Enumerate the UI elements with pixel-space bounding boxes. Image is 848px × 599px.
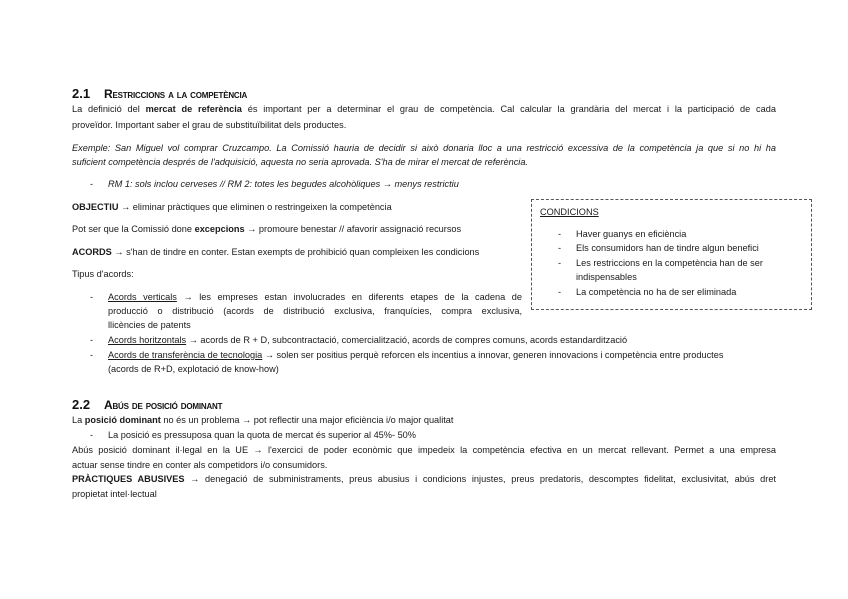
- bullet-dash: -: [90, 335, 94, 345]
- bullet-dash: -: [90, 430, 94, 440]
- transferencia-line-1: [108, 348, 723, 363]
- verticals-line-1: [108, 290, 522, 305]
- bullet-dash: -: [558, 229, 562, 239]
- paragraph-market-line-1: [72, 102, 776, 117]
- text: → solen ser positius perquè reforcen els incentius a innovar, generen innovacions i competència entre productes: [262, 350, 724, 360]
- condicio-item: Les restriccions en la competència han de ser: [576, 258, 763, 268]
- text: → les empreses estan involucrades en diferents etapes de la cadena de: [176, 292, 522, 302]
- transferencia-line-2: (acords de R+D, explotació de know-how): [108, 364, 279, 374]
- rm-line: RM 1: sols inclou cerveses // RM 2: totes les begudes alcohòliques → menys restrictiu: [108, 179, 459, 189]
- horitzontals-line: [108, 333, 627, 348]
- condicio-item-continued: indispensables: [576, 272, 637, 282]
- text: Pot ser que la Comissió done: [72, 224, 195, 234]
- text: La definició del: [72, 104, 146, 114]
- practiques-line-1: [72, 472, 776, 487]
- text: → s'han de tindre en conter. Estan exempts de prohibició quan compleixen les condicions: [111, 247, 480, 257]
- abus-line-2: actuar sense tindre en conter als competidors i/o consumidors.: [72, 460, 328, 470]
- bullet-dash: -: [558, 243, 562, 253]
- bold-text: OBJECTIU: [72, 202, 119, 212]
- text: → eliminar pràctiques que eliminen o restringeixen la competència: [118, 202, 392, 212]
- bullet-dash: -: [90, 292, 94, 302]
- underlined-term: CONDICIONS: [540, 207, 599, 217]
- tipus-line: Tipus d'acords:: [72, 269, 134, 279]
- abus-line-1: Abús posició dominant il·legal en la UE → l'exercici de poder econòmic que impedeix la competència efectiva en un mercat rellevant. Permet a una empresa: [72, 445, 776, 455]
- bold-text: posició dominant: [84, 415, 161, 425]
- bold-text: ACORDS: [72, 247, 112, 257]
- condicio-item: La competència no ha de ser eliminada: [576, 287, 737, 297]
- example-line-2: suficient competència després de l'adquisició, aquesta no seria aprovada. S'ha de mirar el mercat de referència.: [72, 157, 528, 167]
- excepcions-line: [72, 222, 461, 237]
- text: → denegació de subministraments, preus abusius i condicions injustes, preus predatoris, descomptes fidelitat, exclusivitat, abús dret: [184, 474, 776, 484]
- bold-text: excepcions: [194, 224, 245, 234]
- verticals-line-3: llicències de patents: [108, 320, 191, 330]
- bullet-dash: -: [90, 179, 94, 189]
- underlined-term: Acords de transferència de tecnologia: [108, 350, 263, 360]
- quota-line: La posició es pressuposa quan la quota de mercat és superior al 45%- 50%: [108, 430, 416, 440]
- bold-text: PRÀCTIQUES ABUSIVES: [72, 474, 185, 484]
- practiques-line-2: propietat intel·lectual: [72, 489, 157, 499]
- verticals-line-2: producció o distribució (acords de distribució exclusiva, franquícies, compra exclusiva,: [108, 306, 522, 316]
- example-line-1: Exemple: San Miguel vol comprar Cruzcampo. La Comissió hauria de decidir si això donaria lloc a una restricció excessiva de la competència ja que si no hi ha: [72, 143, 776, 153]
- text: no és un problema → pot reflectir una major eficiència i/o major qualitat: [160, 415, 454, 425]
- acords-line: [72, 245, 479, 260]
- section-heading-2-1: [72, 85, 247, 103]
- text: és important per a determinar el grau de competència. Cal calcular la grandària del mercat i la participació de cada: [241, 104, 776, 114]
- section-title: Abús de posició dominant: [104, 398, 223, 412]
- condicio-item: Els consumidors han de tindre algun benefici: [576, 243, 759, 253]
- section-number: 2.1: [72, 86, 91, 101]
- condicio-item: Haver guanys en eficiència: [576, 229, 687, 239]
- condicions-title: [540, 205, 599, 220]
- objectiu-line: [72, 200, 392, 215]
- posicio-dominant-line: [72, 413, 453, 428]
- section-number: 2.2: [72, 397, 91, 412]
- underlined-term: Acords horitzontals: [108, 335, 187, 345]
- text: → promoure benestar // afavorir assignació recursos: [244, 224, 462, 234]
- bullet-dash: -: [90, 350, 94, 360]
- bold-text: mercat de referència: [145, 104, 242, 114]
- bullet-dash: -: [558, 287, 562, 297]
- text: La: [72, 415, 85, 425]
- underlined-term: Acords verticals: [108, 292, 177, 302]
- bullet-dash: -: [558, 258, 562, 268]
- paragraph-market-line-2: proveïdor. Important saber el grau de substituïbilitat dels productes.: [72, 120, 347, 130]
- text: → acords de R + D, subcontractació, comercialització, acords de compres comuns, acords estandardització: [186, 335, 628, 345]
- section-heading-2-2: [72, 396, 222, 414]
- section-title: Restriccions a la competència: [104, 87, 248, 101]
